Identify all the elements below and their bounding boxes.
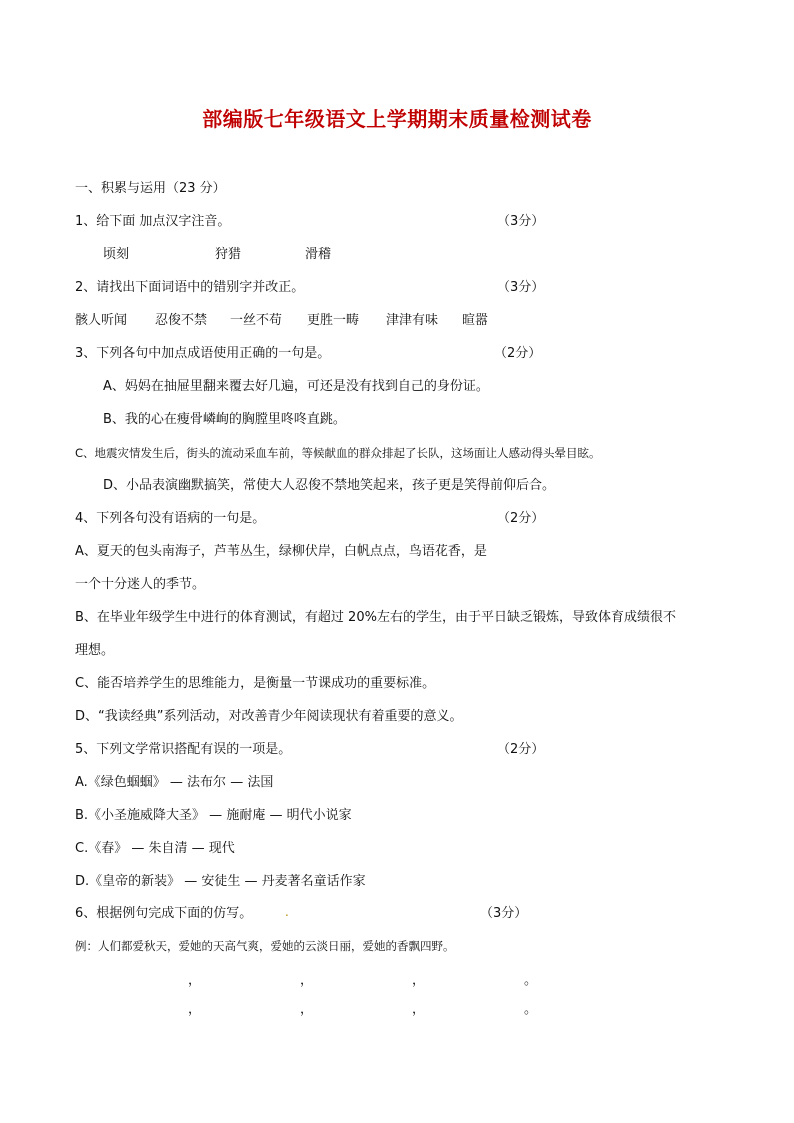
question-4-score: （2分） (497, 511, 545, 526)
question-4-stem: 4、下列各句没有语病的一句是。 (75, 511, 266, 526)
q4-option-a-line-2: 一个十分迷人的季节。 (75, 577, 206, 592)
blank-comma: ， (412, 973, 426, 988)
question-2-score: （3分） (497, 280, 545, 295)
question-1-score: （3分） (497, 214, 545, 229)
question-5-score: （2分） (497, 742, 545, 757)
q3-option-b: B、我的心在瘦骨嶙峋的胸膛里咚咚直跳。 (103, 412, 346, 427)
q2-word-2: 忍俊不禁 (155, 313, 208, 328)
q4-option-d: D、“我读经典”系列活动，对改善青少年阅读现状有着重要的意义。 (75, 709, 463, 724)
question-5-stem: 5、下列文学常识搭配有误的一项是。 (75, 742, 292, 757)
q4-option-b-line-2: 理想。 (75, 643, 115, 658)
question-1-stem: 1、给下面 加点汉字注音。 (75, 214, 231, 229)
q1-word-2: 狩猎 (215, 247, 242, 262)
q2-word-3: 一丝不苟 (230, 313, 283, 328)
q3-option-a: A、妈妈在抽屉里翻来覆去好几遍，可还是没有找到自己的身份证。 (103, 379, 489, 394)
q4-option-c: C、能否培养学生的思维能力，是衡量一节课成功的重要标准。 (75, 676, 436, 691)
blank-comma: ， (188, 1002, 202, 1017)
q2-word-6: 暄嚣 (462, 313, 489, 328)
blank-period: 。 (524, 1002, 538, 1017)
blank-comma: ， (188, 973, 202, 988)
question-3-stem: 3、下列各句中加点成语使用正确的一句是。 (75, 346, 331, 361)
q1-word-1: 顷刻 (103, 247, 130, 262)
question-2-stem: 2、请找出下面词语中的错别字并改正。 (75, 280, 305, 295)
question-6-stem: 6、根据例句完成下面的仿写。 (75, 906, 253, 921)
q3-option-c: C、地震灾情发生后，街头的流动采血车前，等候献血的群众排起了长队，这场面让人感动得头晕目眩。 (75, 446, 601, 460)
q5-option-a: A.《绿色蝈蝈》 — 法布尔 — 法国 (75, 775, 274, 790)
q1-word-3: 滑稽 (305, 247, 332, 262)
q5-option-c: C.《春》 — 朱自清 — 现代 (75, 841, 235, 856)
q5-option-b: B.《小圣施威降大圣》 — 施耐庵 — 明代小说家 (75, 808, 352, 823)
q4-option-b-line-1: B、在毕业年级学生中进行的体育测试，有超过 20%左右的学生，由于平日缺乏锻炼，导致体育成绩很不 (75, 610, 676, 625)
stray-dot: . (285, 905, 289, 919)
q2-word-5: 津津有味 (386, 313, 439, 328)
page-title: 部编版七年级语文上学期期末质量检测试卷 (202, 107, 592, 131)
blank-comma: ， (412, 1002, 426, 1017)
section-heading: 一、积累与运用（23 分） (75, 181, 226, 196)
blank-comma: ， (300, 973, 314, 988)
blank-period: 。 (524, 973, 538, 988)
q5-option-d: D.《皇帝的新装》 — 安徒生 — 丹麦著名童话作家 (75, 874, 366, 889)
q2-word-1: 骸人听闻 (75, 313, 128, 328)
blank-comma: ， (300, 1002, 314, 1017)
question-6-score: （3分） (480, 906, 528, 921)
question-3-score: （2分） (494, 346, 542, 361)
q4-option-a-line-1: A、夏天的包头南海子，芦苇丛生，绿柳伏岸，白帆点点，鸟语花香，是 (75, 544, 487, 559)
q2-word-4: 更胜一畴 (307, 313, 360, 328)
q3-option-d: D、小品表演幽默搞笑，常使大人忍俊不禁地笑起来，孩子更是笑得前仰后合。 (103, 478, 556, 493)
q6-example: 例：人们都爱秋天，爱她的天高气爽，爱她的云淡日丽，爱她的香飘四野。 (75, 939, 455, 953)
